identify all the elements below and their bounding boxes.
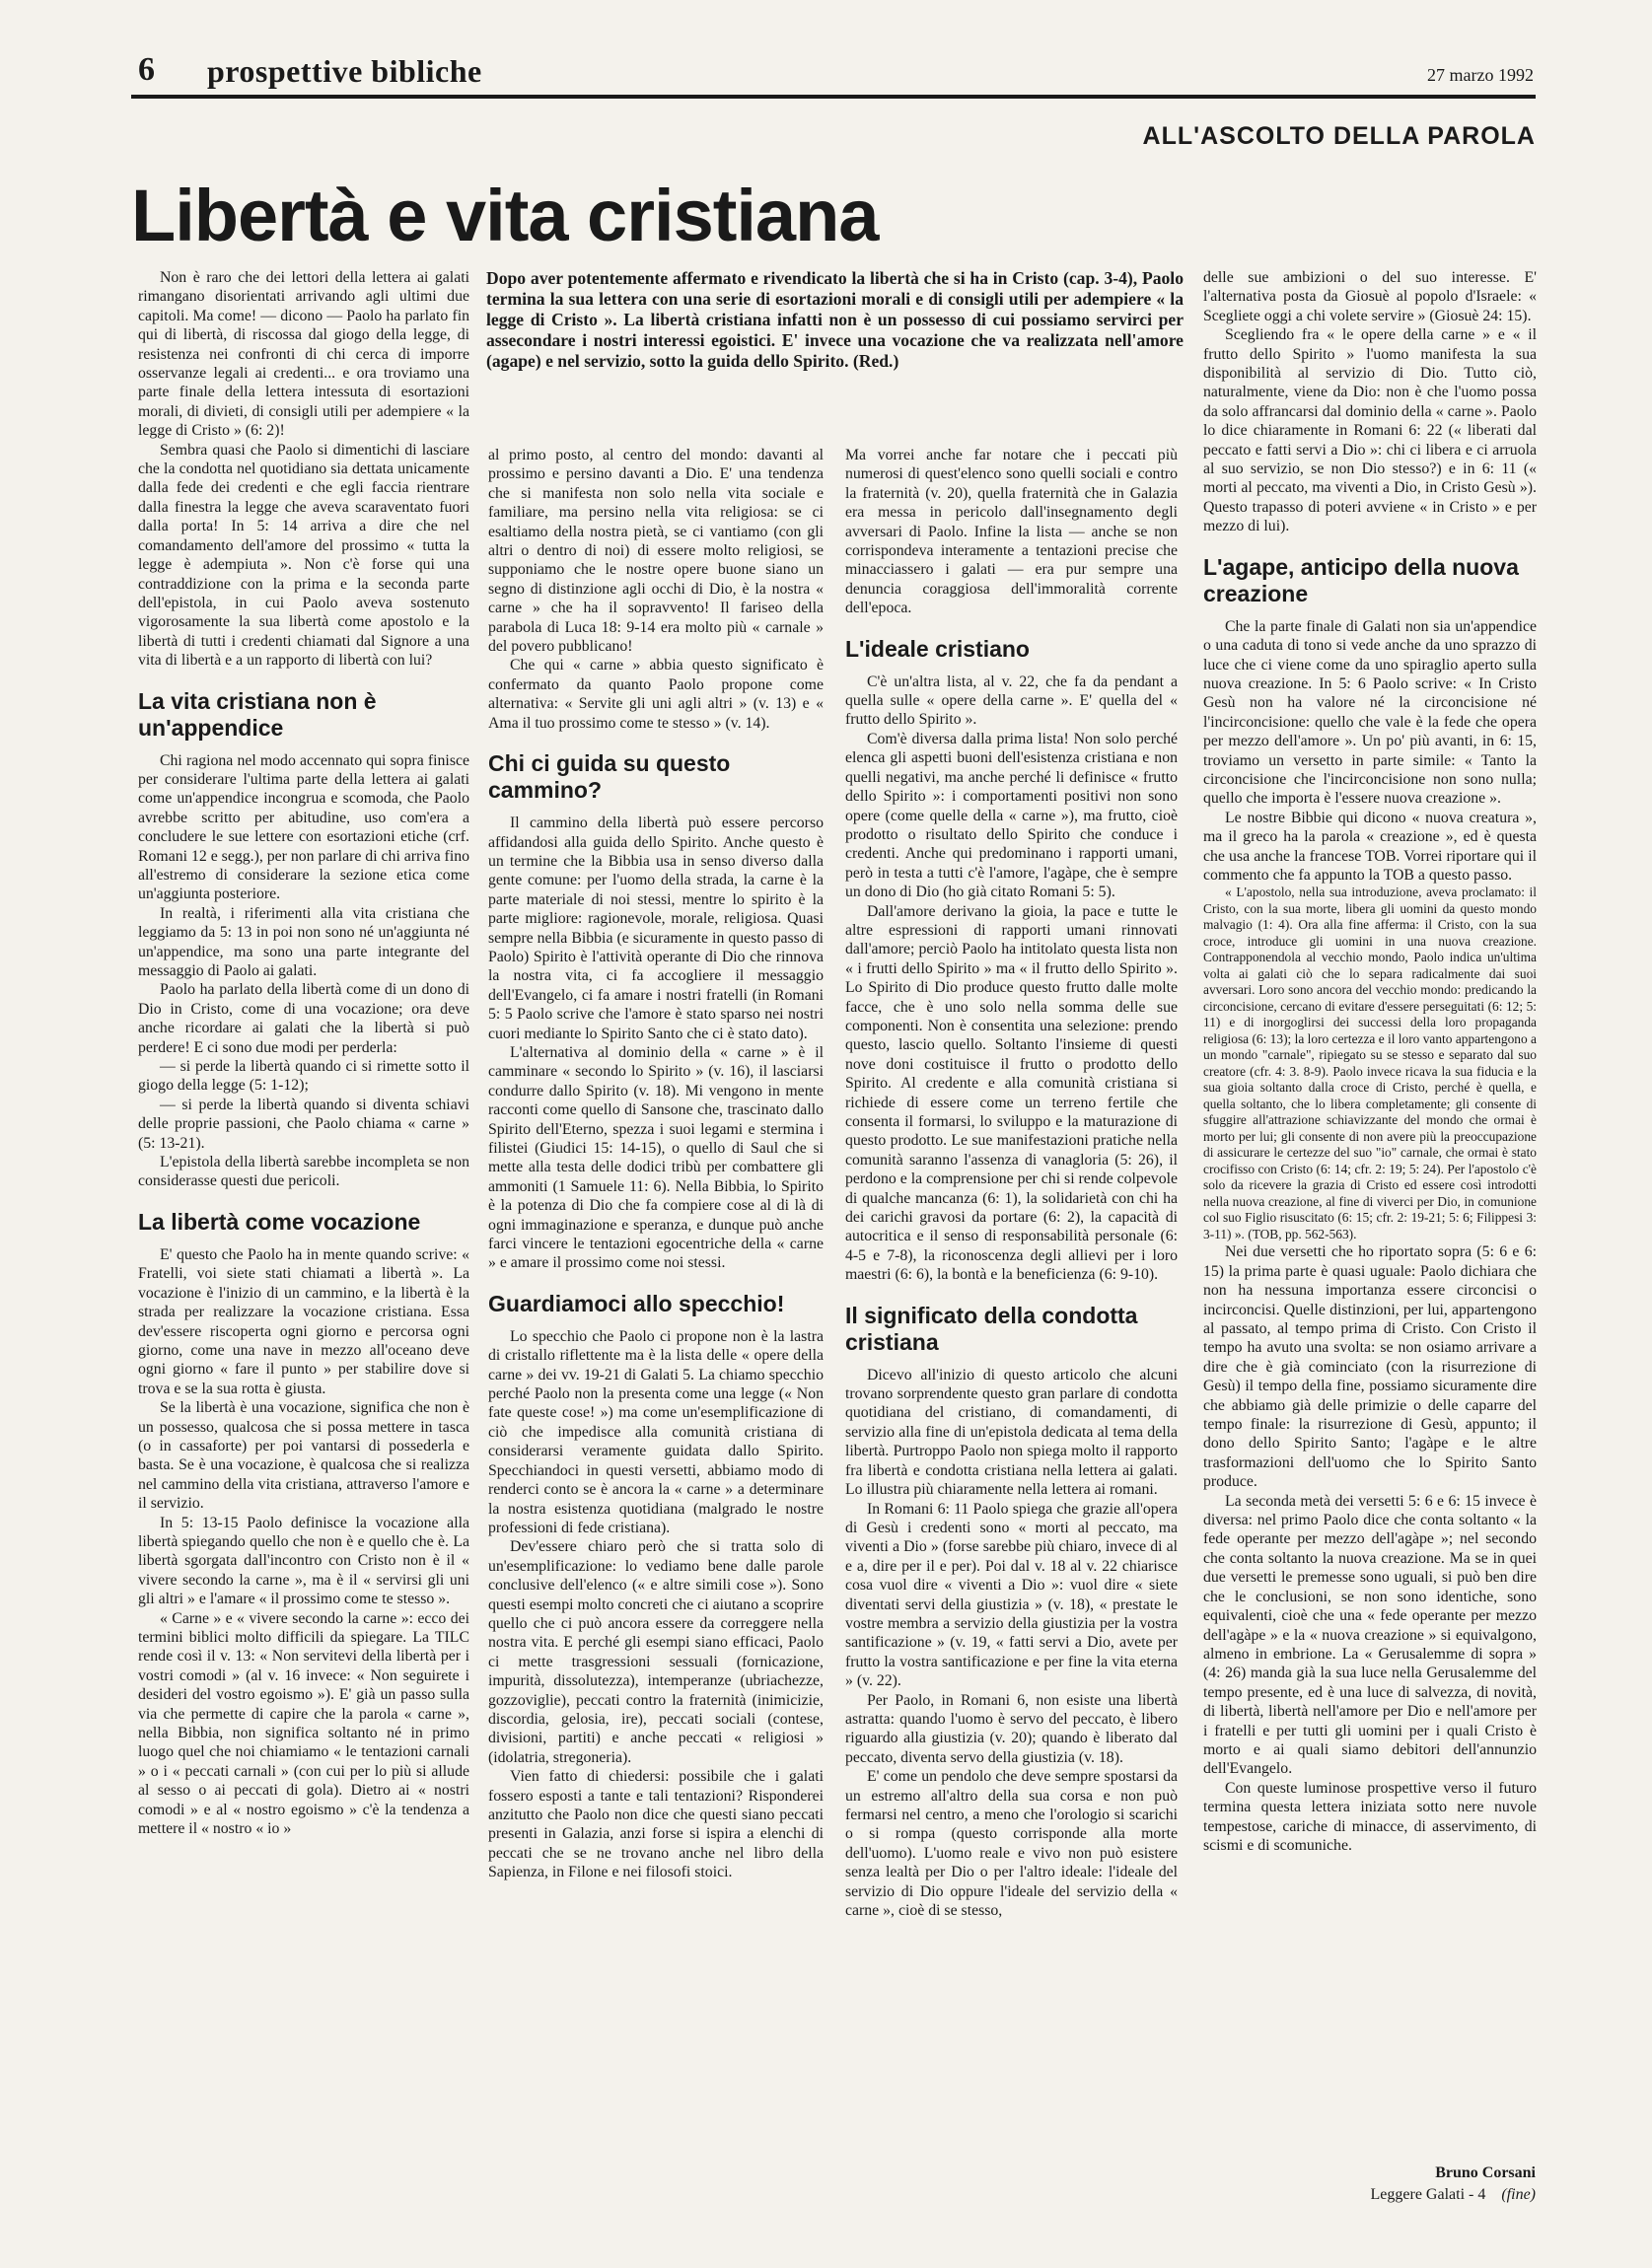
paragraph: — si perde la libertà quando si diventa schiavi delle proprie passioni, che Paolo chiama « carne » (5: 13-21). bbox=[138, 1096, 469, 1152]
paragraph: In realtà, i riferimenti alla vita cristiana che leggiamo da 5: 13 in poi non sono né un'aggiunta né un'appendice, ma sono una parte integrante del messaggio di Paolo ai galati. bbox=[138, 904, 469, 979]
paragraph: Il cammino della libertà può essere percorso affidandosi alla guida dello Spirito. Anche questo è un termine che la Bibbia usa in senso diverso dalla gente comune: per l'uomo della strada, la carne è la parte materiale di noi stessi, mentre lo spirito è la parte migliore: ragionevole, morale, religiosa. Quasi sempre nella Bibbia (e sicuramente in questo passo di Paolo) Spirito è l'attività operante di Dio che rinnova la nostra vita, ci fa accogliere il messaggio dell'Evangelo, ci fa amare i nostri fratelli (in Romani 5: 5 Paolo scrive che l'amore è stato sparso nei nostri cuori mediante lo Spirito Santo che ci è stato dato). bbox=[488, 815, 824, 1042]
column-3 bbox=[845, 446, 1178, 1920]
column-1 bbox=[138, 268, 469, 1838]
paragraph: C'è un'altra lista, al v. 22, che fa da pendant a quella sulle « opere della carne ». E' quella del « frutto dello Spirito ». bbox=[845, 673, 1178, 729]
paragraph: Com'è diversa dalla prima lista! Non solo perché elenca gli aspetti buoni dell'esistenza cristiana e non quelli negativi, ma anche perché li definisce « frutto dello Spirito »: i comportamenti positivi non sono opere (come quelle della « carne »), ma frutto, cioè prodotto o risultato dello Spirito che conduce i credenti. Anche qui predominano i rapporti umani, però in testa a tutti c'è l'amore, l'agàpe, che è sempre un dono di Dio (ho già citato Romani 5: 5). bbox=[845, 730, 1178, 901]
paragraph: Vien fatto di chiedersi: possibile che i galati fossero esposti a tante e tali tentazioni? Risponderei anzitutto che Paolo non dice che questi siano peccati presenti in Galazia, anzi forse si ispira a elenchi di peccati che se ne trovano anche nel libro della Sapienza, in Filone e nei filosofi stoici. bbox=[488, 1768, 824, 1881]
paragraph: Lo specchio che Paolo ci propone non è la lastra di cristallo riflettente ma è la lista delle « opere della carne » dei vv. 19-21 di Galati 5. La chiamo specchio perché Paolo non la presenta come una legge (« Non fate queste cose! ») ma come un'esemplificazione di ciò che impedisce alla comunità cristiana di considerarsi veramente guidata dallo Spirito. Specchiandoci in questi versetti, abbiamo modo di renderci conto se è ancora la « carne » a determinare la nostra esistenza quotidiana (malgrado le nostre professioni di fede cristiana). bbox=[488, 1327, 824, 1536]
paragraph: La seconda metà dei versetti 5: 6 e 6: 15 invece è diversa: nel primo Paolo dice che conta soltanto « la fede operante per mezzo dell'agàpe »; nel secondo che conta soltanto la nuova creazione. Ma se in quei due versetti le premesse sono uguali, si può ben dire che le conclusioni, se non sono identiche, sono equivalenti, cioè che una « fede operante per mezzo dell'agàpe » e la « nuova creazione » si equivalgono, almeno in embrione. La « Gerusalemme di sopra » (4: 26) manda già la sua luce nella Gerusalemme del tempo presente, ed è una luce di salvezza, di novità, di libertà, libertà nell'amore per Dio e nell'amore per i fratelli e per tutti gli uomini per i quali Cristo è morto e ai quali siamo debitori dell'annunzio dell'Evangelo. bbox=[1203, 1492, 1537, 1778]
paragraph: Se la libertà è una vocazione, significa che non è un possesso, qualcosa che si possa mettere in tasca (o in cassaforte) per poi vantarsi di possederla e basta. Se è una vocazione, è qualcosa che si realizza nel cammino della vita cristiana, attraverso l'amore e il servizio. bbox=[138, 1399, 469, 1513]
page-number: 6 bbox=[138, 51, 155, 88]
paragraph: Che la parte finale di Galati non sia un'appendice o una caduta di tono si vede anche da uno sprazzo di luce che ci viene come da uno spiraglio aperto sulla nuova creazione. In 5: 6 Paolo scrive: « In Cristo Gesù non ha valore né la circoncisione né l'incirconcisione: quello che vale è la fede che opera per mezzo dell'amore ». Un po' più avanti, in 6: 15, troviamo un versetto in parte simile: « Tanto la circoncisione che l'incirconcisione non sono nulla; quello che importa è l'essere nuova creazione ». bbox=[1203, 617, 1537, 808]
section-rubric: ALL'ASCOLTO DELLA PAROLA bbox=[1142, 122, 1536, 150]
subheading-ideale: L'ideale cristiano bbox=[845, 635, 1030, 662]
paragraph: Dicevo all'inizio di questo articolo che alcuni trovano sorprendente questo gran parlare di condotta quotidiana del cristiano, di comandamenti, di servizio alla fine di un'epistola dedicata al tema della libertà. Purtroppo Paolo non spiega molto il rapporto fra libertà e condotta cristiana nella lettera ai galati. Lo illustra più chiaramente nella lettera ai romani. bbox=[845, 1366, 1178, 1499]
paragraph: Dall'amore derivano la gioia, la pace e tutte le altre espressioni di rapporti umani rinnovati dall'amore; perciò Paolo ha intitolato questa lista non « i frutti dello Spirito » ma « il frutto dello Spirito ». Lo Spirito di Dio produce questo frutto dalle molte facce, che è uno solo nella somma delle sue componenti. Non è consentita una selezione: prendo questo, lascio quello. Soltanto l'insieme di questi nove doni costituisce il frutto o prodotto dello Spirito. Al credente e alla comunità cristiana si richiede di essere come un terreno fertile che consenta il formarsi, lo sviluppo e la maturazione di questo prodotto. Le sue manifestazioni pratiche nella comunità saranno l'assenza di vanagloria (5: 26), il perdono e la comprensione per chi si rende colpevole di qualche mancanza (6: 1), la solidarietà con chi ha dei carichi gravosi da portare (6: 2), la capacità di autocritica e il senso di responsabilità personale (6: 4-5 e 7-8), la riconoscenza degli allievi per i loro maestri (6: 6), la bontà e la beneficienza (6: 9-10). bbox=[845, 902, 1178, 1284]
tob-quotation: « L'apostolo, nella sua introduzione, aveva proclamato: il Cristo, con la sua morte, libera gli uomini da questo mondo malvagio (1: 4). Ora alla fine afferma: il Cristo, con la sua croce, introduce gli uomini in una nuova creazione. Contrapponendola al vecchio mondo, Paolo indica un'ultima volta ai galati ciò che lo separa radicalmente dai suoi avversari. Loro sono ancora del vecchio mondo: predicando la circoncisione, cercano di evitare d'essere perseguitati (6: 12; 5: 11) e di inorgoglirsi dei successi della loro propaganda religiosa (6: 13); la loro certezza e il loro vanto appartengono a un mondo "carnale", ripiegato su se stesso e separato dal suo creatore (cfr. 4: 3. 8-9). Paolo invece ricava la sua fiducia e la sua gioia soltanto dalla croce di Cristo, perché è quella, e quella soltanto, che lo libera completamente; gli consente di sfuggire all'attrazione schiavizzante del mondo che ormai è morto per lui; gli consente di non avere più la preoccupazione di assicurare le certezze del suo "io" carnale, che ormai è stato crocifisso con Cristo (6: 14; cfr. 2: 19; 5: 24). Per l'apostolo c'è solo da ricevere la grazia di Cristo ed essere così introdotti nella nuova creazione, al fine di viverci per Dio, in comunione col suo Figlio risuscitato (6: 15; cfr. 2: 19-21; 5: 6; Filippesi 3: 3-11) ». (TOB, pp. 562-563). bbox=[1203, 885, 1537, 1241]
paragraph: L'epistola della libertà sarebbe incompleta se non considerasse questi due pericoli. bbox=[138, 1154, 469, 1190]
paragraph: Le nostre Bibbie qui dicono « nuova creatura », ma il greco ha la parola « creazione », ed è questa che usa anche la francese TOB. Vorrei riportare qui il commento che fa appunto la TOB a questo passo. bbox=[1203, 809, 1537, 884]
series-end: (fine) bbox=[1501, 2186, 1536, 2203]
series-note bbox=[1371, 2186, 1536, 2204]
paragraph: E' come un pendolo che deve sempre spostarsi da un estremo all'altro della sua corsa e non può fermarsi nel centro, a meno che l'orologio si scarichi o si rompa (questo corrisponde alla morte dell'uomo). L'uomo reale e vivo non può esistere senza lealtà per Dio o per l'altro ideale: l'ideale del servizio di Dio oppure l'ideale del servizio della « carne », cioè di se stesso, bbox=[845, 1768, 1178, 1920]
paragraph: Che qui « carne » abbia questo significato è confermato da quanto Paolo propone come alternativa: « Servite gli uni agli altri » (v. 13) e « Ama il tuo prossimo come te stesso » (v. 14). bbox=[488, 657, 824, 732]
column-2 bbox=[488, 446, 824, 1882]
paragraph: E' questo che Paolo ha in mente quando scrive: « Fratelli, voi siete stati chiamati a libertà ». La vocazione è l'inizio di un cammino, e la libertà è la strada per realizzare la vocazione cristiana. Essa dev'essere riscoperta ogni giorno e percorsa ogni giorno, come una nave in mezzo all'oceano deve ogni giorno « fare il punto » per stabilire dove si trova e se la sua rotta è giusta. bbox=[138, 1245, 469, 1397]
paragraph: L'alternativa al dominio della « carne » è il camminare « secondo lo Spirito » (v. 16), il lasciarsi condurre dallo Spirito (v. 18). Mi vengono in mente racconti come quello di Sansone che, trascinato dallo Spirito dell'Eterno, spezza i suoi legami e stermina i filistei (Giudici 15: 14-15), o quello di Saul che si mette alla testa delle dodici tribù per combattere gli ammoniti (1 Samuele 11: 6). Nella Bibbia, lo Spirito è la potenza di Dio che fa compiere cose al di là di ogni immaginazione e speranza, e dunque può anche farci vincere le tentazioni egocentriche della « carne » e amare il prossimo come noi stessi. bbox=[488, 1043, 824, 1272]
article-title: Libertà e vita cristiana bbox=[131, 175, 879, 256]
author-byline: Bruno Corsani bbox=[1435, 2164, 1536, 2181]
paragraph: Con queste luminose prospettive verso il futuro termina questa lettera iniziata sotto nere nuvole tempestose, cariche di minacce, di asservimento, di scismi e di scomuniche. bbox=[1203, 1779, 1537, 1854]
paragraph: Dev'essere chiaro però che si tratta solo di un'esemplificazione: lo vediamo bene dalle parole conclusive dell'elenco (« e altre simili cose »). Sono questi esempi molto concreti che ci aiutano a scoprire quello che ci può ancora essere da correggere nella nostra vita. E perché gli esempi siano efficaci, Paolo ci mette trasgressioni sessuali (fornicazione, impurità, dissolutezza), intemperanze (ubriachezze, gozzoviglie), peccati contro la fraternità (inimicizie, discordia, gelosia, ire), peccati sociali (contese, divisioni, partiti) e anche peccati « religiosi » (idolatria, stregoneria). bbox=[488, 1538, 824, 1766]
subheading-significato: Il significato della condotta cristiana bbox=[845, 1302, 1138, 1355]
paragraph: Nei due versetti che ho riportato sopra (5: 6 e 6: 15) la prima parte è quasi uguale: Paolo dichiara che non ha nessuna importanza essere circoncisi o incirconcisi. Quelle distinzioni, per lui, appartengono al passato, al tempo prima di Cristo. Con Cristo il tempo ha avuto una svolta: se non osiamo arrivare a dire che è già cominciato (con la risurrezione di Gesù) il tempo della fine, possiamo sicuramente dire che abbiamo già delle primizie o delle caparre del tempo finale: la risurrezione di Gesù, appunto; il dono dello Spirito Santo; l'agàpe e le altre trasformazioni dell'uomo che lo Spirito Santo produce. bbox=[1203, 1243, 1537, 1491]
paragraph: Paolo ha parlato della libertà come di un dono di Dio in Cristo, come di una vocazione; ora deve anche ricordare ai galati che la libertà si può perdere! E ci sono due modi per perderla: bbox=[138, 981, 469, 1056]
series-label: Leggere Galati - 4 bbox=[1370, 2186, 1486, 2203]
subheading-vocazione: La libertà come vocazione bbox=[138, 1208, 421, 1235]
paragraph: Scegliendo fra « le opere della carne » e « il frutto dello Spirito » l'uomo manifesta la sua disponibilità al servizio di Dio. Tutto ciò, naturalmente, viene da Dio: non è che l'uomo possa da solo affrancarsi dal dominio della « carne ». Paolo lo dice chiaramente in Romani 6: 22 (« liberati dal peccato e fatti servi a Dio »: chi ci libera e ci arruola al suo servizio, se non Dio stesso?) e in 6: 11 (« morti al peccato, ma viventi a Dio, in Cristo Gesù »). Questo trapasso di poteri avviene « in Cristo » e per mezzo di lui). bbox=[1203, 326, 1537, 535]
column-4 bbox=[1203, 268, 1537, 1855]
paragraph: Per Paolo, in Romani 6, non esiste una libertà astratta: quando l'uomo è servo del peccato, è libero riguardo alla giustizia (v. 20); quando è liberato dal peccato, diventa servo della giustizia (v. 18). bbox=[845, 1691, 1178, 1766]
header-rule bbox=[131, 95, 1536, 99]
paragraph: « Carne » e « vivere secondo la carne »: ecco dei termini biblici molto difficili da spiegare. La TILC rende così il v. 13: « Non servitevi della libertà per i vostri comodi » (al v. 16 invece: « Non seguirete i desideri del vostro egoismo »). E' già un passo sulla via che permette di capire che la parola « carne », nella Bibbia, non significa soltanto né in primo luogo quel che noi chiamiamo « le tentazioni carnali » o i « peccati carnali » (con cui per lo più si allude al sesso o ai peccati di gola). Dietro ai « nostri comodi » e al « nostro egoismo » c'è la tendenza a mettere il « nostro « io » bbox=[138, 1609, 469, 1838]
paragraph: al primo posto, al centro del mondo: davanti al prossimo e persino davanti a Dio. E' una tendenza che si manifesta non solo nella vita sociale e familiare, ma persino nella vita religiosa: se ci esaltiamo della nostra pietà, se ci vantiamo (con gli altri o dentro di noi) di essere molto religiosi, se supponiamo che le nostre opere buone siano un segno di distinzione agli occhi di Dio, è la nostra « carne » che ha il sopravvento! Il fariseo della parabola di Luca 18: 9-14 era molto più « carnale » del povero pubblicano! bbox=[488, 447, 824, 656]
subheading-vita-cristiana: La vita cristiana non è un'appendice bbox=[138, 687, 377, 741]
paragraph: In 5: 13-15 Paolo definisce la vocazione alla libertà spiegando quello che non è e quello che è. La libertà sgorgata dall'incontro con Cristo non è il « vivere secondo la carne », ma è il « servirsi gli uni gli altri » e l'amare « il prossimo come te stesso ». bbox=[138, 1514, 469, 1608]
subheading-specchio: Guardiamoci allo specchio! bbox=[488, 1290, 785, 1316]
paragraph: delle sue ambizioni o del suo interesse. E' l'alternativa posta da Giosuè al popolo d'Israele: « Scegliete oggi a chi volete servire » (Giosuè 24: 15). bbox=[1203, 269, 1537, 324]
paragraph: Sembra quasi che Paolo si dimentichi di lasciare che la condotta nel quotidiano sia dettata unicamente dalla fede dei credenti e che egli faccia rientrare dalla finestra la legge che aveva scaraventato fuori dalla porta! In 5: 14 arriva a dire che nel comandamento dell'amore del prossimo « tutta la legge è adempiuta ». Non c'è forse qui una contraddizione con la prima e la seconda parte dell'epistola, in cui Paolo aveva sostenuto vigorosamente la sua libertà come apostolo e la libertà di tutti i credenti chiamati dal Signore a una vita di libertà e a un rapporto di libertà con lui? bbox=[138, 441, 469, 670]
issue-date: 27 marzo 1992 bbox=[1427, 65, 1534, 85]
article-intro: Dopo aver potentemente affermato e rivendicato la libertà che si ha in Cristo (cap. 3-4), Paolo termina la sua lettera con una serie di esortazioni morali e di consigli utili per adempiere « la legge di Cristo ». La libertà cristiana infatti non è un possesso di cui possiamo servirci per assecondare i nostri interessi egoistici. E' invece una vocazione che va realizzata nell'amore (agape) e nel servizio, sotto la guida dello Spirito. (Red.) bbox=[486, 268, 1184, 371]
paragraph: Non è raro che dei lettori della lettera ai galati rimangano disorientati arrivando agli ultimi due capitoli. Ma come! — dicono — Paolo ha parlato fin qui di libertà, di riscossa dal giogo della legge, di resistenza nei confronti di chi cerca di imporre osservanze legali ai credenti... e ora troviamo una parte finale della lettera intessuta di esortazioni morali, di divieti, di consigli utili per adempiere « la legge di Cristo » (6: 2)! bbox=[138, 269, 469, 440]
subheading-guida: Chi ci guida su questo cammino? bbox=[488, 750, 731, 804]
subheading-agape: L'agape, anticipo della nuova creazione bbox=[1203, 553, 1519, 606]
paragraph: Ma vorrei anche far notare che i peccati più numerosi di quest'elenco sono quelli sociali e contro la fraternità (v. 20), quella fraternità che in Galazia era messa in pericolo dall'insegnamento degli avversari di Paolo. Infine la lista — anche se non corrispondeva interamente a tentazioni precise che minacciassero i galati — era pur sempre una denuncia coraggiosa dell'immoralità corrente dell'epoca. bbox=[845, 447, 1178, 617]
paragraph: Chi ragiona nel modo accennato qui sopra finisce per considerare l'ultima parte della lettera ai galati come un'appendice incongrua e scomoda, che Paolo avrebbe scritto per abitudine, uso com'era a concludere le sue lettere con esortazioni etiche (crf. Romani 12 e segg.), per non parlare di chi arriva fino all'estremo di considerare la sezione etica come un'aggiunta posteriore. bbox=[138, 751, 470, 903]
publication-name: prospettive bibliche bbox=[207, 53, 482, 89]
paragraph: In Romani 6: 11 Paolo spiega che grazie all'opera di Gesù i credenti sono « morti al peccato, ma viventi a Dio » (forse sarebbe più chiaro, invece di al e a, dire per il e per). Poi dal v. 18 al v. 22 chiarisce cosa vuol dire « viventi a Dio »: vuol dire « siete diventati servi della giustizia » (v. 18), « prestate le vostre membra a servizio della giustizia per la vostra santificazione » (v. 19, « fatti servi a Dio, avete per frutto la vostra santificazione e per fine la vita eterna » (v. 22). bbox=[845, 1500, 1178, 1690]
paragraph: — si perde la libertà quando ci si rimette sotto il giogo della legge (5: 1-12); bbox=[138, 1058, 469, 1095]
